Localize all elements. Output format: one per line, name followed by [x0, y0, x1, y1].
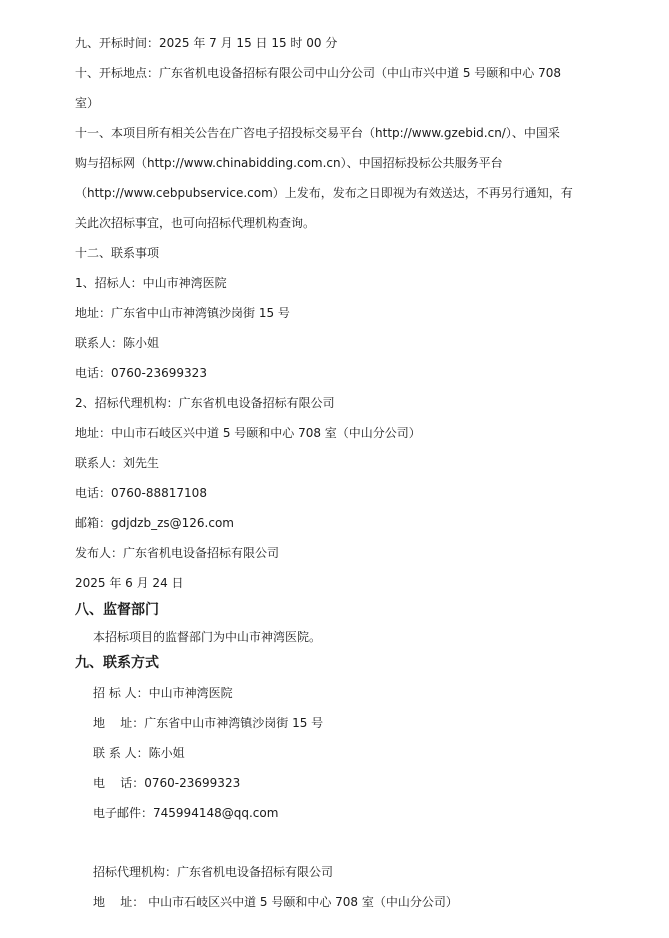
section8-heading: 八、监督部门	[75, 602, 159, 618]
open-time: 九、开标时间：2025 年 7 月 15 日 15 时 00 分	[75, 36, 338, 50]
s9-tenderer-row	[93, 685, 233, 701]
s9-agency-address-value: 中山市石岐区兴中道 5 号颐和中心 708 室（中山分公司）	[144, 895, 458, 909]
s9-contact-value: 陈小姐	[148, 746, 185, 760]
agency-address: 地址：中山市石岐区兴中道 5 号颐和中心 708 室（中山分公司）	[75, 426, 421, 440]
s9-tenderer-value: 中山市神湾医院	[148, 686, 233, 700]
agency: 2、招标代理机构：广东省机电设备招标有限公司	[75, 396, 335, 410]
s9-address-value: 广东省中山市神湾镇沙岗街 15 号	[144, 716, 324, 730]
open-place-line2: 室）	[75, 96, 100, 110]
agency-phone: 电话：0760-88817108	[75, 486, 207, 500]
tenderer-phone: 电话：0760-23699323	[75, 366, 207, 380]
s9-address-row	[93, 715, 323, 731]
s9-agency-value: 广东省机电设备招标有限公司	[177, 865, 334, 879]
s9-phone-label: 电 话：	[93, 776, 145, 790]
agency-email: 邮箱：gdjdzb_zs@126.com	[75, 516, 235, 530]
s9-email-label: 电子邮件：	[93, 806, 154, 820]
announce-line3: （http://www.cebpubservice.com）上发布，发布之日即视为有效送达，不再另行通知，有	[75, 186, 573, 200]
s9-agency-address-label: 地 址：	[93, 895, 145, 909]
s9-phone-row	[93, 775, 240, 791]
s9-tenderer-label: 招 标 人：	[93, 686, 149, 700]
s9-email-row	[93, 805, 278, 821]
s9-agency-label: 招标代理机构：	[93, 865, 178, 879]
publisher: 发布人：广东省机电设备招标有限公司	[75, 546, 280, 560]
s9-address-label: 地 址：	[93, 716, 145, 730]
announce-line4: 关此次招标事宜，也可向招标代理机构查询。	[75, 216, 316, 230]
publish-date: 2025 年 6 月 24 日	[75, 576, 184, 590]
s9-agency-address-row	[93, 894, 458, 910]
s9-phone-value: 0760-23699323	[144, 776, 241, 790]
s9-email-value: 745994148@qq.com	[153, 806, 279, 820]
contact-heading: 十二、联系事项	[75, 246, 160, 260]
tenderer: 1、招标人：中山市神湾医院	[75, 276, 227, 290]
announce-line1: 十一、本项目所有相关公告在广咨电子招投标交易平台（http://www.gzebid.cn/）、中国采	[75, 126, 560, 140]
section9-heading: 九、联系方式	[75, 655, 159, 671]
tenderer-contact: 联系人：陈小姐	[75, 336, 160, 350]
s9-contact-label: 联 系 人：	[93, 746, 149, 760]
open-place-line1: 十、开标地点：广东省机电设备招标有限公司中山分公司（中山市兴中道 5 号颐和中心 708	[75, 66, 561, 80]
s9-contact-row	[93, 745, 185, 761]
announce-line2: 购与招标网（http://www.chinabidding.com.cn）、中国招标投标公共服务平台	[75, 156, 503, 170]
agency-contact: 联系人：刘先生	[75, 456, 160, 470]
section8-text: 本招标项目的监督部门为中山市神湾医院。	[93, 630, 322, 644]
tenderer-address: 地址：广东省中山市神湾镇沙岗街 15 号	[75, 306, 290, 320]
s9-agency-row	[93, 864, 333, 880]
